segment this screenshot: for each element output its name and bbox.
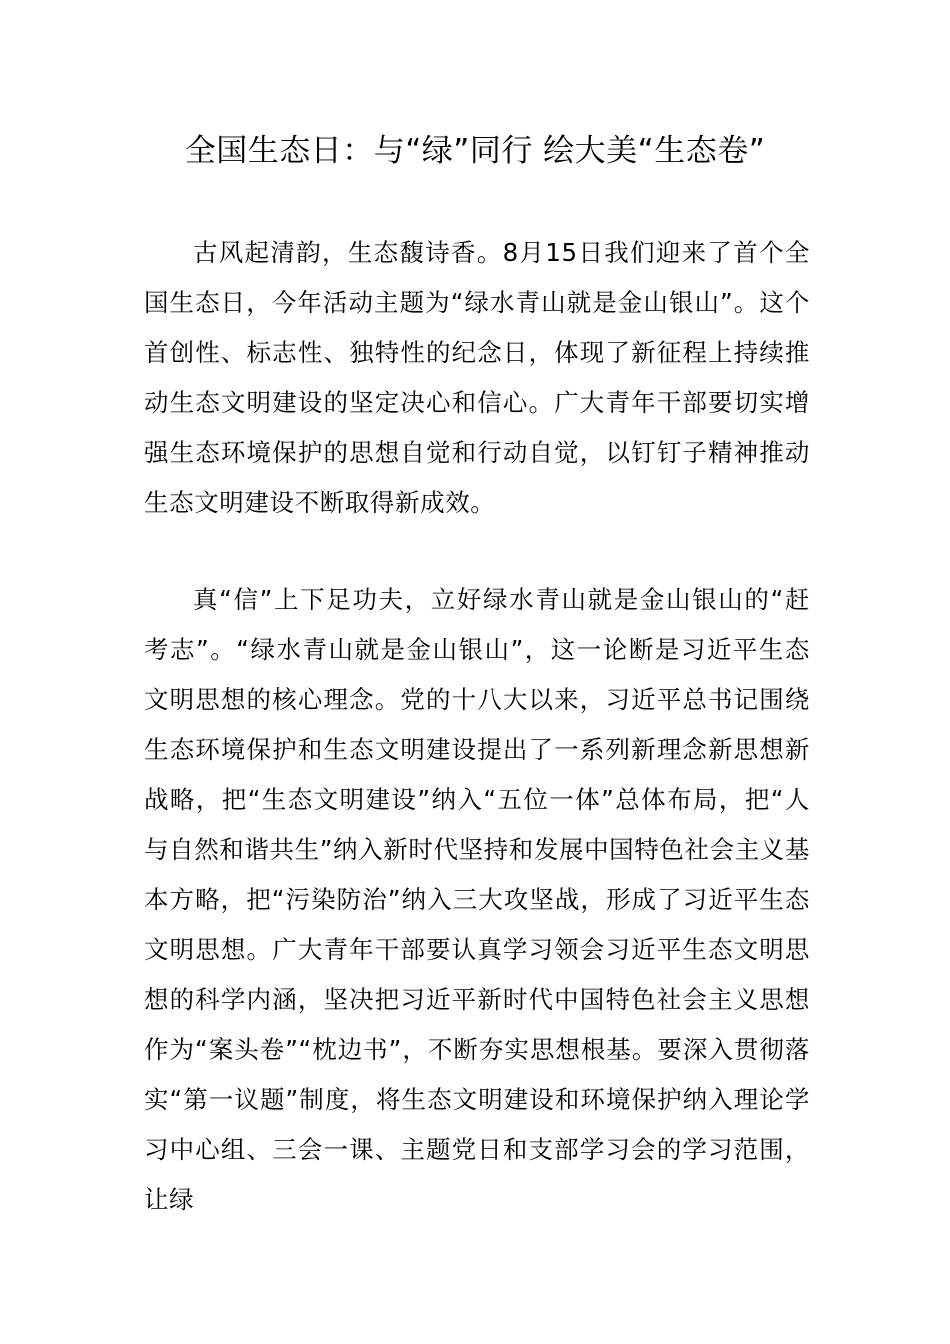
document-title: 全国生态日：与“绿”同行 绘大美“生态卷” bbox=[184, 133, 766, 169]
paragraph-2: 真“信”上下足功夫，立好绿水青山就是金山银山的“赶考志”。“绿水青山就是金山银山”，这一论断是习近平生态文明思想的核心理念。党的十八大以来，习近平总书记围绕生态环境保护和生态文明建设提出了一系列新理念新思想新战略，把“生态文明建设”纳入“五位一体”总体布局，把“人与自然和谐共生”纳入新时代坚持和发展中国特色社会主义基本方略，把“污染防治”纳入三大攻坚战，形成了习近平生态文明思想。广大青年干部要认真学习领会习近平生态文明思想的科学内涵，坚决把习近平新时代中国特色社会主义思想作为“案头卷”“枕边书”，不断夯实思想根基。要深入贯彻落实“第一议题”制度，将生态文明建设和环境保护纳入理论学习中心组、三会一课、主题党日和支部学习会的学习范围，让绿 bbox=[144, 585, 810, 1214]
paragraph-1: 古风起清韵，生态馥诗香。8月15日我们迎来了首个全国生态日，今年活动主题为“绿水青山就是金山银山”。这个首创性、标志性、独特性的纪念日，体现了新征程上持续推动生态文明建设的坚定决心和信心。广大青年干部要切实增强生态环境保护的思想自觉和行动自觉，以钉钉子精神推动生态文明建设不断取得新成效。 bbox=[144, 238, 810, 517]
